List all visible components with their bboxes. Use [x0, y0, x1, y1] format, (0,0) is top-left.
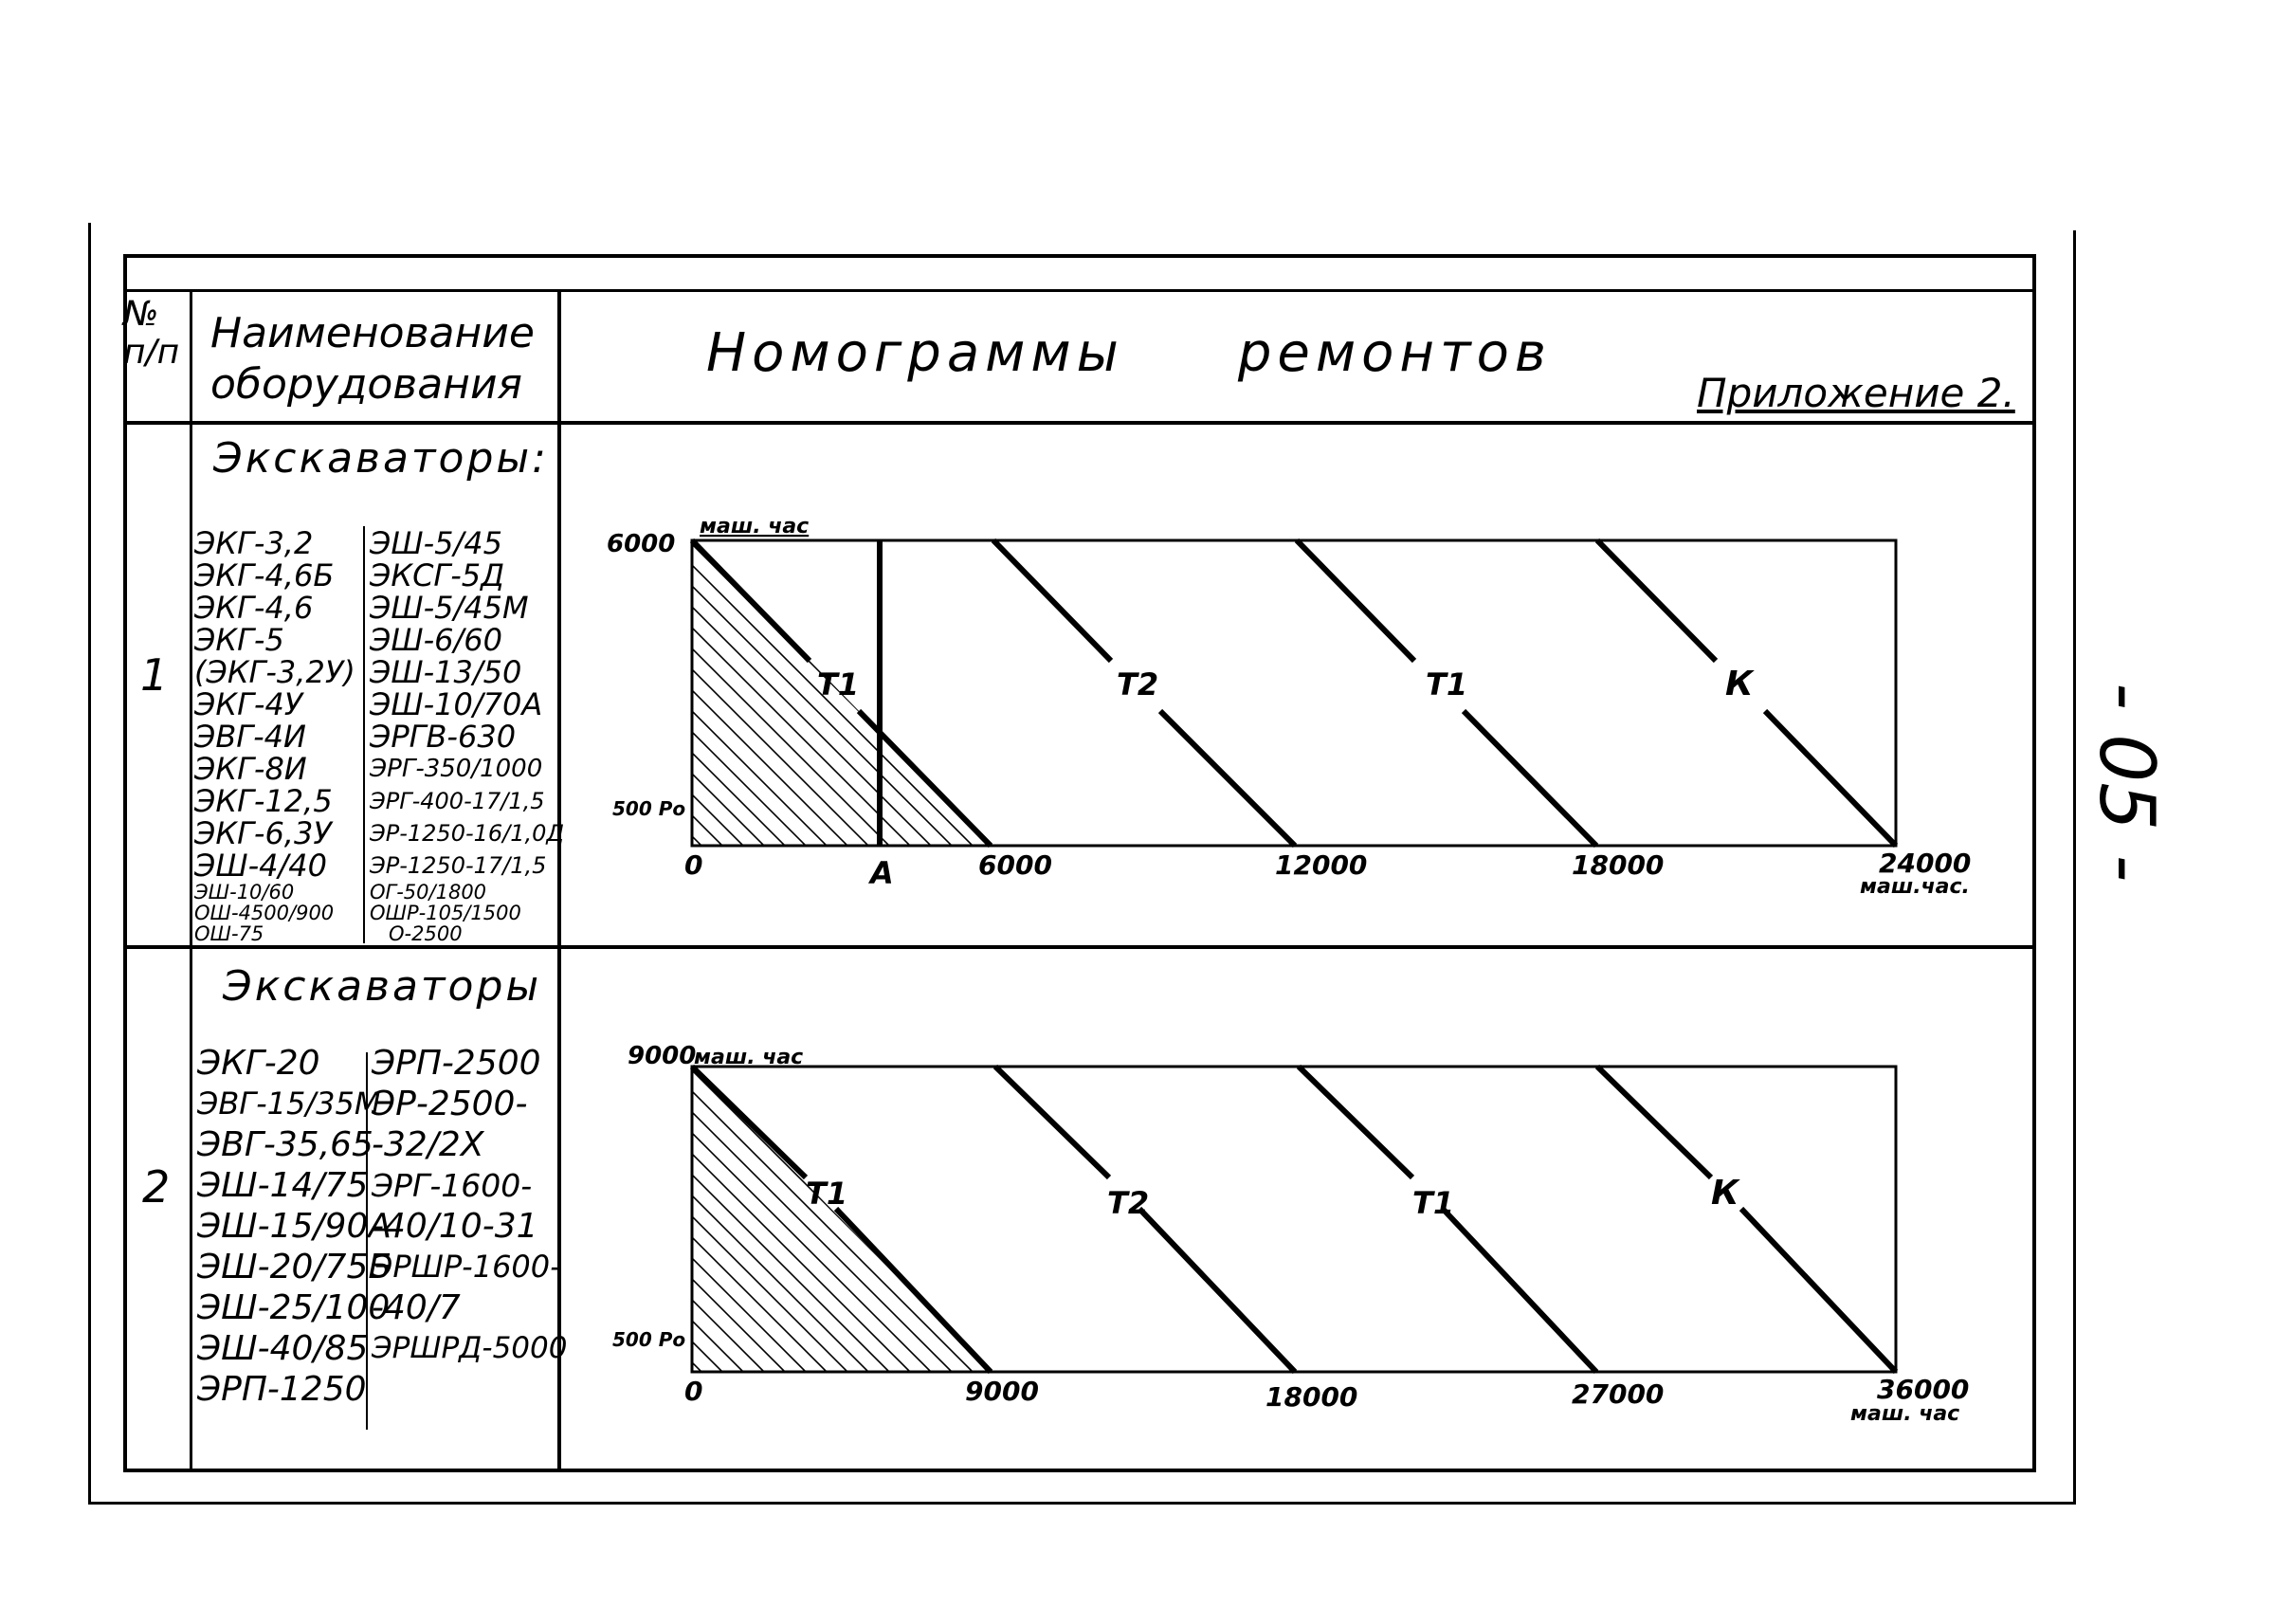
- table-row-rule-1: [123, 421, 2036, 425]
- y-top-unit: маш. час: [700, 515, 810, 538]
- hatch-line: [918, 540, 1223, 846]
- table-row-rule-2: [123, 945, 2036, 949]
- hatch-line: [626, 1067, 931, 1372]
- list-item: ЭШ-40/85: [197, 1329, 369, 1368]
- list-item: ЭРГ-350/1000: [370, 755, 543, 783]
- hatch-line: [855, 540, 1160, 846]
- hatch-line: [667, 1067, 973, 1372]
- list-item: ЭШ-10/60: [194, 881, 295, 903]
- hatch-line: [1022, 1067, 1327, 1372]
- list-item: ЭРГ-1600-: [372, 1167, 533, 1204]
- hatch-line: [709, 1067, 1014, 1372]
- hatch-line: [834, 1067, 1139, 1372]
- list-item: ЭРГ-400-17/1,5: [370, 788, 545, 814]
- marker-a-label: А: [870, 855, 894, 891]
- x-tick-0: 0: [684, 1376, 703, 1407]
- y-top-value: 9000: [628, 1042, 697, 1070]
- nomogram-1-frame: [692, 540, 1896, 846]
- hatch-line: [605, 1067, 910, 1372]
- number-column-header: № п/п: [123, 295, 180, 372]
- list-item: ЭРГВ-630: [370, 719, 517, 755]
- nomogram-1: [569, 512, 2104, 899]
- list-item: ЭКГ-8И: [194, 751, 307, 787]
- hatch-line: [1001, 1067, 1306, 1372]
- list-item: ЭКГ-6,3У: [194, 815, 332, 851]
- line-label-t1: Т1: [1412, 1185, 1455, 1221]
- hatch-line: [751, 1067, 1056, 1372]
- row-1-list-col2: [370, 527, 564, 944]
- list-item: ЭР-1250-17/1,5: [370, 852, 547, 879]
- list-item: ЭКГ-4,6: [194, 590, 314, 626]
- list-item: ЭШ-5/45М: [370, 590, 529, 626]
- list-item: ОШ-75: [194, 922, 264, 945]
- list-item: ЭШ-10/70А: [370, 686, 543, 722]
- list-item: ЭКГ-20: [197, 1044, 320, 1083]
- hatch-line: [897, 1067, 1202, 1372]
- hatch-line: [918, 1067, 1223, 1372]
- document-title: [706, 322, 1552, 384]
- list-item: ЭКСГ-5Д: [370, 557, 505, 593]
- hatch-line: [938, 540, 1244, 846]
- nomogram-2-frame: [692, 1067, 1896, 1372]
- x-tick-1: 6000: [978, 849, 1052, 881]
- row-1-group-title: Экскаваторы:: [213, 434, 549, 483]
- list-item: ЭР-1250-16/1,0Д: [370, 820, 565, 847]
- hatch-line: [751, 540, 1056, 846]
- list-item: ЭВГ-35,65: [197, 1125, 373, 1164]
- list-item: ЭРП-1250: [197, 1370, 367, 1409]
- hatch-line: [1126, 540, 1431, 846]
- list-item: ЭВГ-4И: [194, 719, 306, 755]
- hatch-line: [563, 1067, 868, 1372]
- hatch-line: [813, 1067, 1119, 1372]
- list-item: ОШР-105/1500: [370, 902, 521, 924]
- row-2-group-title: Экскаваторы: [223, 962, 542, 1011]
- x-tick-2: 18000: [1265, 1381, 1358, 1413]
- y-bottom-value: 500 Ро: [612, 1328, 686, 1351]
- table-border-top: [123, 254, 2036, 258]
- table-header-rule: [123, 289, 2036, 292]
- line-label-t1: Т1: [1426, 666, 1468, 703]
- hatch-line: [709, 540, 1014, 846]
- list-item: ОШ-4500/900: [194, 902, 335, 924]
- list-item: ЭШ-13/50: [370, 654, 522, 690]
- list-item: -32/2Х: [372, 1125, 484, 1164]
- hatch-line: [542, 540, 847, 846]
- y-bottom-value: 500 Ро: [612, 797, 686, 820]
- hatch-line: [730, 1067, 1035, 1372]
- list-divider-row1: [363, 526, 365, 943]
- hatch-line: [1064, 540, 1369, 846]
- list-item: ЭКГ-4У: [194, 686, 303, 722]
- title-word-1: Номограммы: [706, 322, 1124, 384]
- list-item: О-2500: [389, 922, 463, 945]
- title-word-2: ремонтов: [1237, 322, 1552, 384]
- list-item: -40/7: [372, 1288, 461, 1327]
- list-item: ЭШ-15/90А: [197, 1207, 391, 1246]
- hatch-line: [772, 1067, 1077, 1372]
- hatch-line: [542, 1067, 847, 1372]
- x-tick-0: 0: [684, 849, 703, 881]
- outer-frame-bottom: [88, 1502, 2076, 1505]
- x-tick-3: 18000: [1572, 849, 1665, 881]
- page-number: - 05 -: [2083, 683, 2171, 883]
- x-tick-1: 9000: [965, 1376, 1039, 1407]
- x-unit: маш.час.: [1860, 875, 1970, 899]
- x-tick-4: 24000: [1879, 848, 1972, 879]
- list-item: ЭКГ-5: [194, 622, 284, 658]
- list-item: ЭШ-4/40: [194, 848, 327, 884]
- list-item: ЭШ-6/60: [370, 622, 502, 658]
- line-label-t1: Т1: [806, 1176, 848, 1212]
- list-item: ЭШ-20/75Б: [197, 1248, 392, 1286]
- hatch-line: [1147, 540, 1452, 846]
- row-2-number: 2: [142, 1161, 171, 1213]
- hatch-line: [959, 540, 1265, 846]
- row-2-list-col2: [372, 1043, 567, 1369]
- y-top-unit: маш. час: [694, 1046, 804, 1069]
- nomogram-2: [569, 1033, 2104, 1426]
- y-top-value: 6000: [607, 530, 676, 558]
- list-item: ЭШ-14/75: [197, 1166, 369, 1205]
- outer-frame-left: [88, 223, 91, 1503]
- x-tick-4: 36000: [1877, 1374, 1970, 1405]
- list-item: ОГ-50/1800: [370, 881, 487, 903]
- hatch-line: [1126, 1067, 1431, 1372]
- list-item: ЭРП-2500: [372, 1044, 541, 1083]
- list-item: ЭШ-5/45: [370, 525, 502, 561]
- table-border-left: [123, 254, 127, 1471]
- hatch-line: [1147, 1067, 1455, 1372]
- list-item: ЭР-2500-: [372, 1085, 528, 1123]
- row-1-list-col1: [194, 527, 355, 944]
- line-label-k: К: [1725, 665, 1754, 703]
- row-2-list-col1: [197, 1043, 391, 1410]
- hatch-line: [938, 1067, 1244, 1372]
- line-label-t2: Т2: [1107, 1185, 1150, 1221]
- list-item: ЭРШР-1600-: [372, 1249, 561, 1285]
- hatch-line: [1022, 540, 1327, 846]
- row-1-number: 1: [140, 649, 169, 701]
- table-col-rule-1: [190, 289, 192, 1471]
- list-item: ЭВГ-15/35М: [197, 1086, 381, 1122]
- list-item: ЭШ-25/100: [197, 1288, 391, 1327]
- list-item: ЭКГ-3,2: [194, 525, 314, 561]
- x-unit: маш. час: [1850, 1402, 1960, 1426]
- hatch-line: [1043, 540, 1348, 846]
- table-border-bottom: [123, 1469, 2036, 1472]
- x-tick-2: 12000: [1275, 849, 1368, 881]
- list-item: ЭКГ-12,5: [194, 783, 333, 819]
- line-label-t2: Т2: [1117, 666, 1159, 703]
- line-label-t1: Т1: [817, 666, 860, 703]
- list-item: ЭРШРД-5000: [372, 1331, 568, 1365]
- appendix-label: Приложение 2.: [1697, 370, 2015, 416]
- line-k-2: [1597, 1067, 1896, 1372]
- list-item: (ЭКГ-3,2У): [194, 654, 355, 690]
- hatch-line: [813, 540, 1119, 846]
- list-item: ЭКГ-4,6Б: [194, 557, 335, 593]
- list-item: -40/10-31: [372, 1207, 538, 1246]
- line-label-k: К: [1711, 1174, 1739, 1213]
- equipment-column-header: Наименование оборудования: [210, 309, 535, 409]
- hatch-line: [1043, 1067, 1348, 1372]
- x-tick-3: 27000: [1572, 1378, 1665, 1410]
